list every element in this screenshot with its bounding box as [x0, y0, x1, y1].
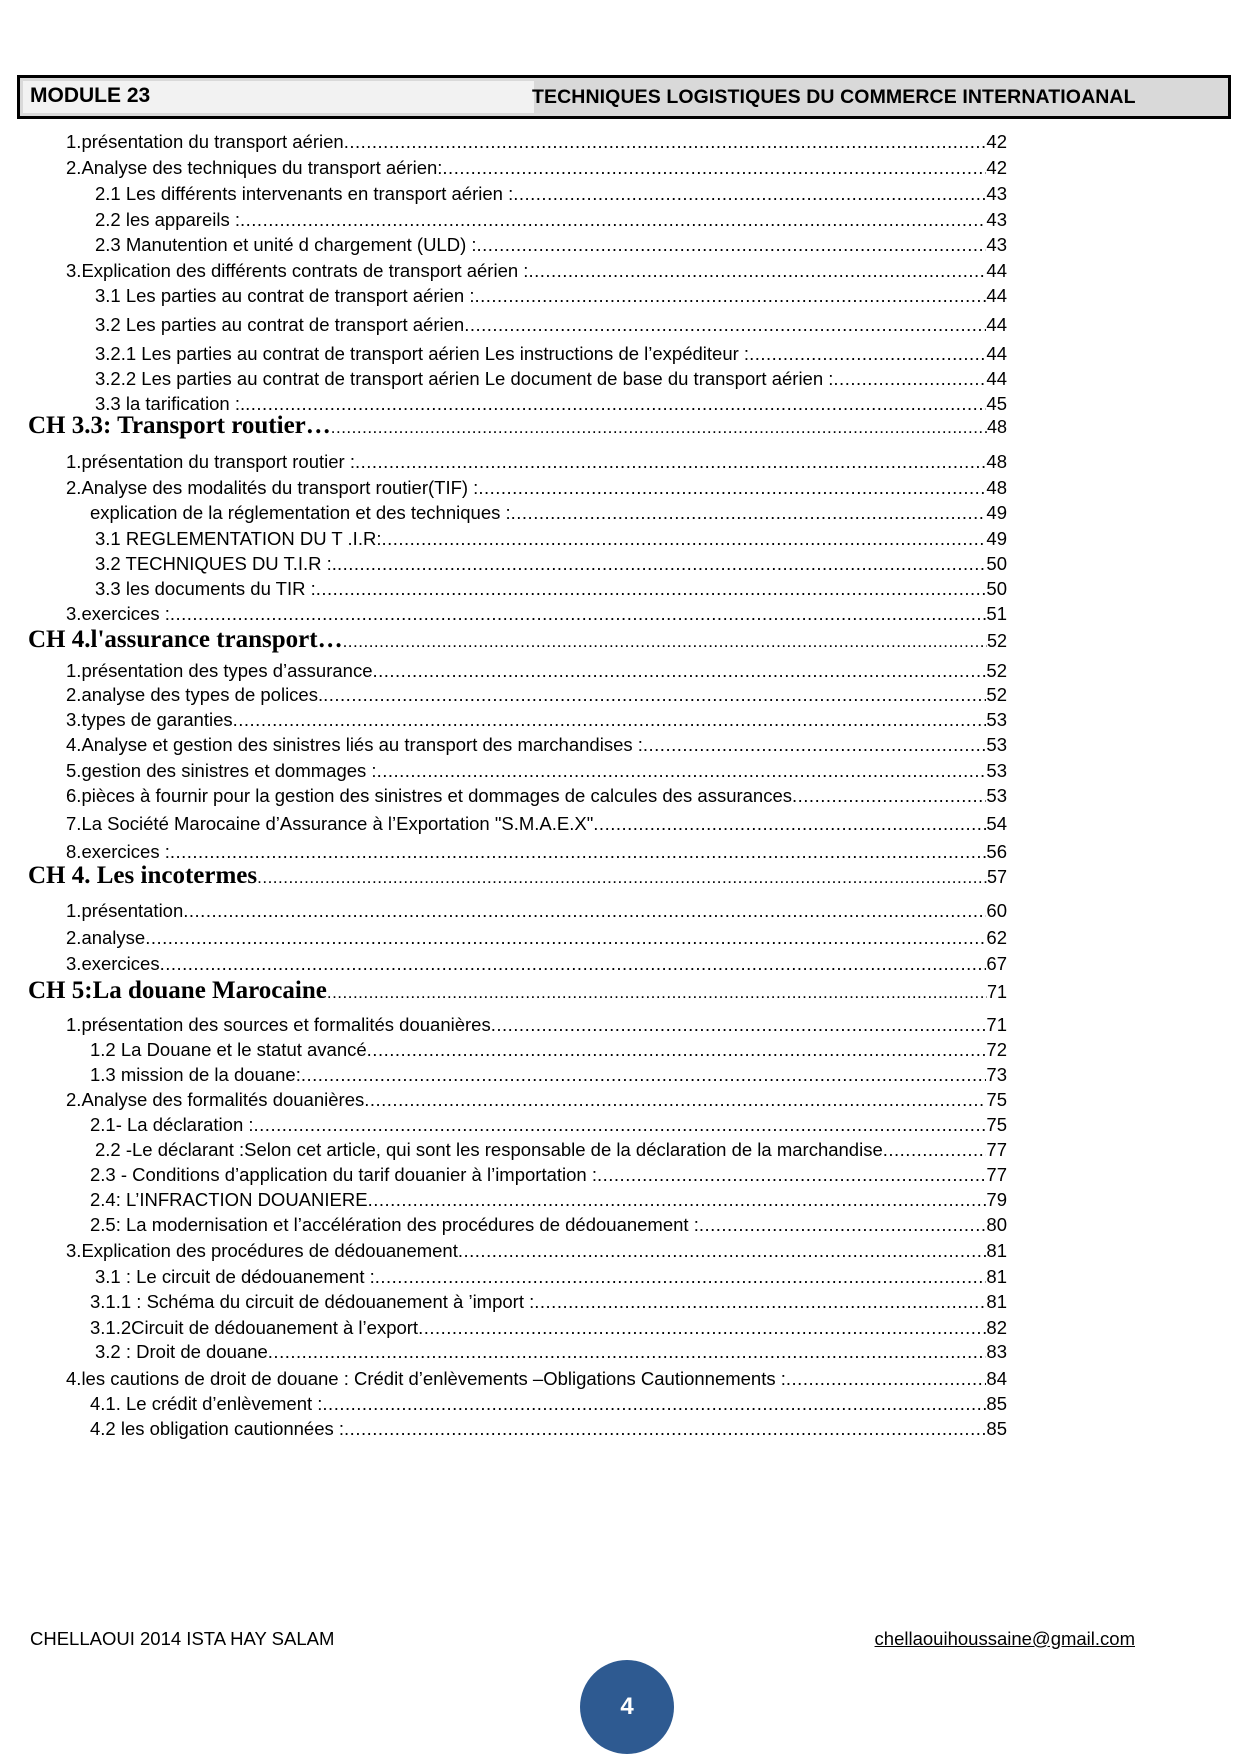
toc-entry-number: 3. [66, 260, 82, 281]
toc-leader-dots [170, 603, 987, 625]
toc-entry [66, 760, 1007, 786]
toc-entry-number: 1. [66, 451, 82, 472]
toc-leader-dots [343, 632, 987, 652]
toc-leader-dots [375, 1266, 987, 1288]
toc-page-number: 73 [986, 1064, 1007, 1085]
toc-page-number: 53 [986, 734, 1007, 755]
toc-leader-dots [323, 684, 986, 706]
toc-page-number: 83 [986, 1341, 1007, 1362]
toc-entry-title: 4.1. Le crédit d’enlèvement : [90, 1393, 323, 1414]
toc-entry-number: 1. [66, 900, 82, 921]
toc-page-number: 60 [986, 900, 1007, 921]
toc-leader-dots [464, 314, 986, 336]
toc-entry-number: 1. [66, 131, 82, 152]
toc-entry [95, 528, 1007, 554]
toc-entry-number: 3. [66, 603, 82, 624]
toc-page-number: 53 [986, 709, 1007, 730]
toc-entry-title: exercices : [81, 841, 170, 862]
toc-page-number: 42 [986, 157, 1007, 178]
toc-chapter-entry [28, 412, 1007, 446]
toc-leader-dots [593, 813, 986, 835]
toc-entry-title: Analyse des techniques du transport aérien: [81, 157, 443, 178]
toc-leader-dots [511, 502, 987, 524]
toc-entry-title: CH 4. Les incotermes [28, 862, 258, 889]
toc-leader-dots [344, 131, 987, 153]
toc-leader-dots [233, 709, 987, 731]
toc-page-number: 43 [986, 234, 1007, 255]
toc-page-number: 48 [986, 451, 1007, 472]
toc-entry-title: 2.3 Manutention et unité d chargement (ULD) : [95, 234, 477, 255]
toc-entry [66, 953, 1007, 979]
toc-page-number: 81 [986, 1291, 1007, 1312]
toc-leader-dots [368, 1189, 987, 1211]
toc-leader-dots [337, 553, 986, 575]
toc-page-number: 71 [986, 1014, 1007, 1035]
toc-page-number: 48 [986, 417, 1007, 437]
toc-entry-title: présentation du transport aérien [81, 131, 344, 152]
toc-entry [95, 209, 1007, 235]
toc-entry [66, 709, 1007, 735]
toc-leader-dots [257, 868, 987, 888]
toc-entry-title: Analyse des formalités douanières [81, 1089, 365, 1110]
toc-entry [95, 553, 1007, 579]
toc-page-number: 52 [986, 684, 1007, 705]
toc-entry-title: 3.2 Les parties au contrat de transport aérien [95, 314, 465, 335]
toc-entry [66, 260, 1007, 286]
toc-leader-dots [355, 451, 986, 473]
toc-entry [66, 660, 1007, 686]
toc-leader-dots [268, 1341, 987, 1363]
toc-leader-dots [491, 1014, 987, 1036]
toc-page-number: 62 [986, 927, 1007, 948]
toc-entry-title: présentation [81, 900, 184, 921]
toc-entry-title: 3.2.1 Les parties au contrat de transport aérien Les instructions de l’expéditeur : [95, 343, 750, 364]
toc-entry [66, 477, 1007, 503]
toc-entry [66, 900, 1007, 926]
toc-entry-title: types de garanties [81, 709, 233, 730]
toc-entry-title: analyse [81, 927, 146, 948]
toc-entry-title: 3.1.2Circuit de dédouanement à l’export [90, 1317, 419, 1338]
toc-leader-dots [145, 927, 986, 949]
toc-leader-dots [316, 578, 987, 600]
toc-entry-title: Explication des procédures de dédouanement [81, 1240, 458, 1261]
toc-entry-title: 3.2 : Droit de douane [95, 1341, 268, 1362]
toc-entry-number: 4. [66, 734, 82, 755]
toc-page-number: 84 [986, 1368, 1007, 1389]
toc-entry [66, 1014, 1007, 1040]
toc-entry-title: 3.1 : Le circuit de dédouanement : [95, 1266, 375, 1287]
toc-entry-title: 2.1- La déclaration : [90, 1114, 254, 1135]
toc-leader-dots [377, 760, 987, 782]
toc-leader-dots [749, 343, 986, 365]
toc-page-number: 43 [986, 209, 1007, 230]
toc-entry-title: 3.3 les documents du TIR : [95, 578, 316, 599]
toc-entry [95, 1341, 1007, 1367]
toc-leader-dots [254, 1114, 987, 1136]
toc-page-number: 53 [986, 760, 1007, 781]
toc-entry [95, 1139, 1007, 1165]
toc-entry [66, 1368, 1007, 1394]
toc-entry-title: 1.2 La Douane et le statut avancé [90, 1039, 367, 1060]
toc-entry-number: 7. [66, 813, 82, 834]
toc-entry-title: 1.3 mission de la douane: [90, 1064, 301, 1085]
toc-entry-title: 3.3 la tarification :. [95, 393, 246, 414]
toc-entry-title: explication de la réglementation et des techniques : [90, 502, 511, 523]
toc-entry [66, 813, 1007, 839]
toc-entry [95, 343, 1007, 369]
toc-entry-title: présentation du transport routier : [81, 451, 355, 472]
toc-leader-dots [322, 1393, 986, 1415]
toc-entry-title: exercices : [81, 603, 170, 624]
toc-entry-title: pièces à fournir pour la gestion des sinistres et dommages de calcules des assurances [81, 785, 793, 806]
toc-entry [66, 785, 1007, 811]
toc-entry [90, 1214, 1007, 1240]
toc-entry [90, 1064, 1007, 1090]
toc-entry-title: 3.1.1 : Schéma du circuit de dédouanement à ’import : [90, 1291, 535, 1312]
toc-entry-number: 6. [66, 785, 82, 806]
toc-page-number: 56 [986, 841, 1007, 862]
toc-page-number: 45 [986, 393, 1007, 414]
toc-entry [66, 157, 1007, 183]
toc-entry-title: présentation des sources et formalités douanières [81, 1014, 491, 1035]
toc-page-number: 48 [986, 477, 1007, 498]
toc-entry-title: 2.5: La modernisation et l’accélération des procédures de dédouanement : [90, 1214, 699, 1235]
toc-entry-number: 2. [66, 684, 82, 705]
toc-leader-dots [643, 734, 987, 756]
toc-leader-dots [474, 285, 986, 307]
toc-entry-title: La Société Marocaine d’Assurance à l’Exportation "S.M.A.E.X" [81, 813, 594, 834]
toc-entry-title: CH 5:La douane Marocaine [28, 977, 327, 1004]
page-number-badge: 4 [580, 1660, 674, 1754]
toc-entry-title: Analyse et gestion des sinistres liés au transport des marchandises : [81, 734, 643, 755]
toc-entry [90, 502, 1007, 528]
toc-leader-dots [331, 418, 987, 438]
toc-entry-number: 2. [66, 927, 82, 948]
toc-entry-title: 2.1 Les différents intervenants en transport aérien : [95, 183, 514, 204]
toc-leader-dots [364, 1089, 986, 1111]
toc-entry-title: CH 3.3: Transport routier… [28, 412, 331, 439]
toc-page-number: 57 [986, 867, 1007, 887]
toc-page-number: 71 [986, 982, 1007, 1002]
toc-entry-title: 2.2 les appareils : [95, 209, 241, 230]
toc-leader-dots [442, 157, 986, 179]
toc-entry-number: 3. [66, 1240, 82, 1261]
toc-page-number: 80 [986, 1214, 1007, 1235]
toc-entry-number: 2. [66, 477, 82, 498]
toc-page-number: 81 [986, 1266, 1007, 1287]
toc-entry [90, 1164, 1007, 1190]
toc-entry-title: 4.2 les obligation cautionnées : [90, 1418, 345, 1439]
toc-page-number: 51 [986, 603, 1007, 624]
toc-entry-title: 3.1 REGLEMENTATION DU T .I.R: [95, 528, 382, 549]
toc-page-number: 81 [986, 1240, 1007, 1261]
toc-entry [66, 131, 1007, 157]
toc-entry [95, 285, 1007, 311]
toc-entry-number: 2. [66, 1089, 82, 1110]
toc-page-number: 72 [986, 1039, 1007, 1060]
toc-entry-title: 2.4: L’INFRACTION DOUANIERE [90, 1189, 368, 1210]
toc-entry-title: Explication des différents contrats de transport aérien : [81, 260, 529, 281]
toc-leader-dots [883, 1139, 987, 1161]
toc-entry [90, 1418, 1007, 1444]
toc-page-number: 75 [986, 1114, 1007, 1135]
toc-entry [90, 1039, 1007, 1065]
toc-entry [90, 1317, 1007, 1343]
toc-leader-dots [534, 1291, 986, 1313]
toc-page-number: 82 [986, 1317, 1007, 1338]
toc-entry-title: 3.1 Les parties au contrat de transport aérien : [95, 285, 475, 306]
toc-entry-title: 2.2 -Le déclarant :Selon cet article, qui sont les responsable de la déclaration de la marchandise [95, 1139, 883, 1160]
toc-entry [66, 927, 1007, 953]
toc-leader-dots [381, 528, 986, 550]
toc-leader-dots [528, 260, 986, 282]
toc-page-number: 77 [986, 1139, 1007, 1160]
footer-email-link[interactable]: chellaouihoussaine@gmail.com [874, 1628, 1135, 1649]
toc-page-number: 75 [986, 1089, 1007, 1110]
toc-page-number: 50 [986, 578, 1007, 599]
toc-entry-number: 2. [66, 157, 82, 178]
toc-entry-title: les cautions de droit de douane : Crédit d’enlèvements –Obligations Cautionnements : [81, 1368, 786, 1389]
toc-page-number: 54 [986, 813, 1007, 834]
toc-entry-title: exercices [81, 953, 160, 974]
toc-entry [90, 1393, 1007, 1419]
toc-page-number: 44 [986, 260, 1007, 281]
toc-page-number: 44 [986, 343, 1007, 364]
toc-leader-dots [699, 1214, 987, 1236]
toc-page-number: 49 [986, 528, 1007, 549]
toc-entry [95, 578, 1007, 604]
toc-leader-dots [786, 1368, 987, 1390]
toc-entry [90, 1189, 1007, 1215]
toc-page-number: 79 [986, 1189, 1007, 1210]
toc-page-number: 52 [986, 631, 1007, 651]
toc-page-number: 85 [986, 1393, 1007, 1414]
toc-entry-number: 1. [66, 1014, 82, 1035]
module-label: MODULE 23 [30, 84, 151, 107]
toc-leader-dots [792, 785, 986, 807]
toc-page-number: 42 [986, 131, 1007, 152]
module-title: TECHNIQUES LOGISTIQUES DU COMMERCE INTERNATIOANAL [532, 86, 1136, 108]
toc-leader-dots [513, 183, 986, 205]
toc-page-number: 43 [986, 183, 1007, 204]
toc-leader-dots [170, 841, 987, 863]
toc-chapter-entry [28, 977, 1007, 1011]
toc-page-number: 77 [986, 1164, 1007, 1185]
toc-entry-title: présentation des types d’assurance [81, 660, 373, 681]
toc-leader-dots [477, 234, 987, 256]
toc-entry-number: 4. [66, 1368, 82, 1389]
toc-entry [95, 234, 1007, 260]
toc-page-number: 44 [986, 285, 1007, 306]
toc-page-number: 85 [986, 1418, 1007, 1439]
toc-entry-title: 3.2.2 Les parties au contrat de transport aérien Le document de base du transport aérien : [95, 368, 834, 389]
toc-entry-title: 3.2 TECHNIQUES DU T.I.R :. [95, 553, 337, 574]
toc-leader-dots [458, 1240, 987, 1262]
toc-entry [95, 368, 1007, 394]
toc-leader-dots [367, 1039, 987, 1061]
toc-entry-title: Analyse des modalités du transport routier(TIF) : [81, 477, 479, 498]
toc-leader-dots [327, 983, 987, 1003]
toc-leader-dots [418, 1317, 986, 1339]
toc-entry [90, 1291, 1007, 1317]
toc-chapter-entry [28, 626, 1007, 660]
toc-entry-number: 3. [66, 953, 82, 974]
toc-leader-dots [240, 209, 986, 231]
toc-entry-title: CH 4.l'assurance transport… [28, 626, 343, 653]
toc-page-number: 44 [986, 368, 1007, 389]
toc-entry [66, 734, 1007, 760]
toc-entry [66, 451, 1007, 477]
toc-entry-number: 3. [66, 709, 82, 730]
toc-entry-title: gestion des sinistres et dommages : [81, 760, 377, 781]
toc-entry-number: 8. [66, 841, 82, 862]
toc-entry [90, 1114, 1007, 1140]
toc-page-number: 52 [986, 660, 1007, 681]
toc-page-number: 44 [986, 314, 1007, 335]
toc-entry-title: 2.3 - Conditions d’application du tarif douanier à l’importation : [90, 1164, 597, 1185]
toc-entry [95, 314, 1007, 340]
toc-entry [66, 1089, 1007, 1115]
toc-leader-dots [183, 900, 986, 922]
toc-leader-dots [372, 660, 986, 682]
toc-leader-dots [344, 1418, 986, 1440]
toc-entry [95, 1266, 1007, 1292]
toc-entry-title: analyse des types de polices. [81, 684, 324, 705]
toc-entry [66, 684, 1007, 710]
toc-leader-dots [833, 368, 986, 390]
toc-entry [95, 183, 1007, 209]
toc-entry [66, 1240, 1007, 1266]
toc-leader-dots [597, 1164, 986, 1186]
toc-entry-number: 1. [66, 660, 82, 681]
toc-page-number: 53 [986, 785, 1007, 806]
toc-chapter-entry [28, 862, 1007, 896]
toc-leader-dots [160, 953, 987, 975]
footer-author: CHELLAOUI 2014 ISTA HAY SALAM [30, 1628, 335, 1649]
toc-page-number: 49 [986, 502, 1007, 523]
toc-entry-number: 5. [66, 760, 82, 781]
toc-leader-dots [478, 477, 986, 499]
toc-leader-dots [301, 1064, 987, 1086]
toc-page-number: 50 [986, 553, 1007, 574]
toc-page-number: 67 [986, 953, 1007, 974]
